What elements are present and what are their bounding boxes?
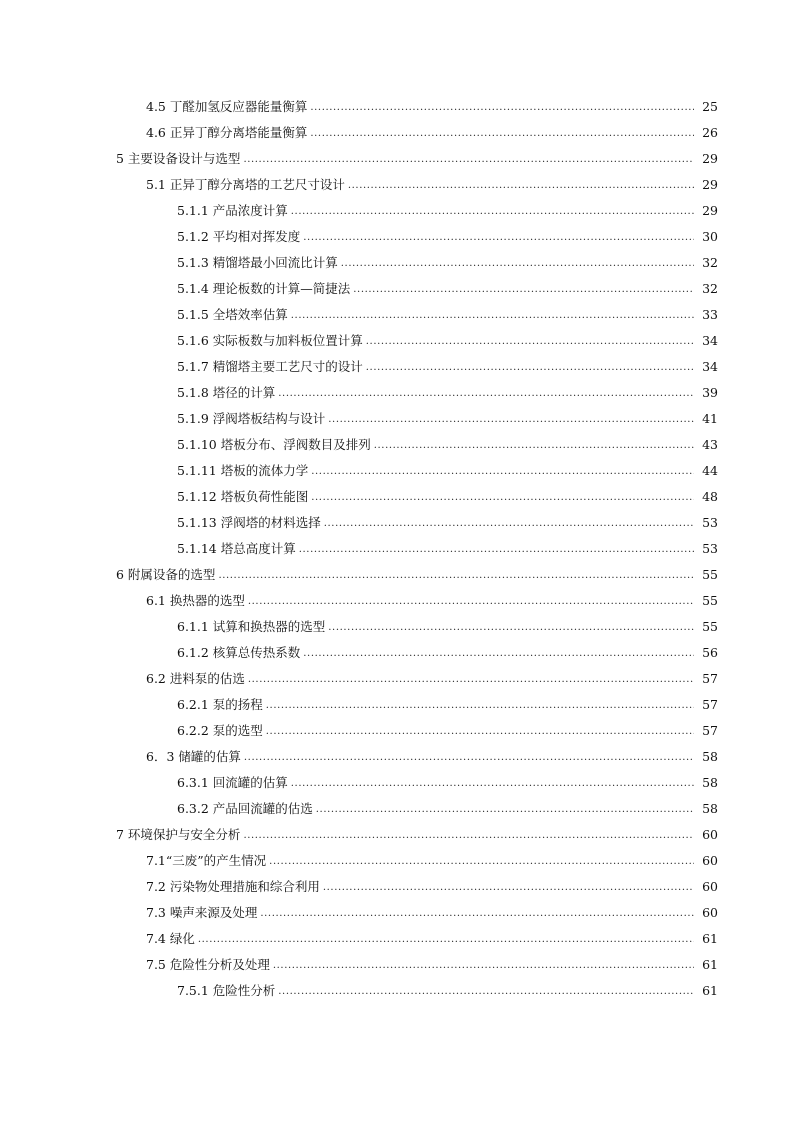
toc-dot-leader	[260, 901, 694, 927]
toc-entry-page-number: 57	[702, 697, 718, 712]
toc-entry-page-number: 55	[702, 593, 718, 608]
toc-entry-page-number: 32	[702, 255, 718, 270]
toc-entry-title: 6.1 换热器的选型	[146, 593, 245, 608]
toc-entry-page-number: 61	[702, 931, 718, 946]
toc-entry-title: 6.3.2 产品回流罐的估选	[177, 801, 313, 816]
toc-entry[interactable]	[0, 666, 793, 692]
toc-dot-leader	[218, 563, 694, 589]
toc-entry[interactable]	[0, 718, 793, 744]
toc-entry[interactable]	[0, 744, 793, 770]
toc-entry-title: 6.1.2 核算总传热系数	[177, 645, 301, 660]
toc-entry-title: 5.1 正异丁醇分离塔的工艺尺寸设计	[146, 177, 345, 192]
toc-entry-title: 5.1.1 产品浓度计算	[177, 203, 288, 218]
toc-entry[interactable]	[0, 432, 793, 458]
toc-entry-page-number: 60	[702, 827, 718, 842]
toc-entry-title: 5.1.13 浮阀塔的材料选择	[177, 515, 321, 530]
toc-entry-page-number: 29	[702, 151, 718, 166]
toc-entry-page-number: 29	[702, 177, 718, 192]
toc-entry-page-number: 58	[702, 749, 718, 764]
toc-entry-title: 7 环境保护与安全分析	[116, 827, 241, 842]
toc-dot-leader	[324, 511, 694, 537]
toc-entry-page-number: 57	[702, 723, 718, 738]
toc-entry[interactable]	[0, 536, 793, 562]
toc-dot-leader	[291, 771, 694, 797]
toc-dot-leader	[291, 199, 694, 225]
toc-entry-page-number: 34	[702, 333, 718, 348]
toc-dot-leader	[266, 693, 694, 719]
toc-entry-title: 5.1.9 浮阀塔板结构与设计	[177, 411, 326, 426]
toc-entry[interactable]	[0, 276, 793, 302]
toc-entry[interactable]	[0, 146, 793, 172]
toc-entry[interactable]	[0, 978, 793, 1004]
toc-entry[interactable]	[0, 614, 793, 640]
toc-dot-leader	[374, 433, 694, 459]
toc-dot-leader	[244, 745, 694, 771]
toc-entry-title: 7.3 噪声来源及处理	[146, 905, 258, 920]
toc-entry-page-number: 58	[702, 775, 718, 790]
toc-entry[interactable]	[0, 120, 793, 146]
toc-entry[interactable]	[0, 822, 793, 848]
toc-entry-page-number: 58	[702, 801, 718, 816]
toc-entry-title: 5.1.10 塔板分布、浮阀数目及排列	[177, 437, 371, 452]
toc-entry-title: 6.2 进料泵的估选	[146, 671, 245, 686]
toc-entry-page-number: 56	[702, 645, 718, 660]
toc-dot-leader	[278, 381, 694, 407]
toc-entry-title: 6.2.2 泵的选型	[177, 723, 263, 738]
toc-dot-leader	[353, 277, 694, 303]
toc-dot-leader	[311, 485, 694, 511]
toc-dot-leader	[266, 719, 694, 745]
toc-entry[interactable]	[0, 354, 793, 380]
toc-dot-leader	[299, 537, 694, 563]
toc-entry-page-number: 60	[702, 853, 718, 868]
toc-entry-page-number: 25	[702, 99, 718, 114]
toc-dot-leader	[341, 251, 694, 277]
toc-entry-title: 7.5.1 危险性分析	[177, 983, 276, 998]
toc-entry-page-number: 30	[702, 229, 718, 244]
toc-entry-title: 5.1.7 精馏塔主要工艺尺寸的设计	[177, 359, 363, 374]
toc-entry[interactable]	[0, 900, 793, 926]
toc-entry-title: 5 主要设备设计与选型	[116, 151, 241, 166]
toc-dot-leader	[248, 667, 694, 693]
toc-entry[interactable]	[0, 848, 793, 874]
toc-entry-title: 5.1.2 平均相对挥发度	[177, 229, 301, 244]
toc-dot-leader	[328, 615, 694, 641]
toc-entry-title: 5.1.5 全塔效率估算	[177, 307, 288, 322]
toc-dot-leader	[243, 823, 694, 849]
toc-entry-title: 5.1.6 实际板数与加料板位置计算	[177, 333, 363, 348]
toc-dot-leader	[291, 303, 694, 329]
toc-entry-title: 6 附属设备的选型	[116, 567, 216, 582]
toc-entry-page-number: 39	[702, 385, 718, 400]
toc-dot-leader	[366, 329, 694, 355]
toc-dot-leader	[248, 589, 694, 615]
toc-dot-leader	[273, 953, 694, 979]
toc-entry[interactable]	[0, 588, 793, 614]
toc-dot-leader	[310, 95, 694, 121]
toc-dot-leader	[316, 797, 694, 823]
toc-entry-page-number: 43	[702, 437, 718, 452]
toc-entry-title: 4.5 丁醛加氢反应器能量衡算	[146, 99, 308, 114]
toc-entry-title: 7.5 危险性分析及处理	[146, 957, 270, 972]
toc-entry[interactable]	[0, 94, 793, 120]
toc-entry-page-number: 33	[702, 307, 718, 322]
toc-entry-page-number: 60	[702, 905, 718, 920]
toc-dot-leader	[303, 641, 694, 667]
toc-entry[interactable]	[0, 510, 793, 536]
toc-entry[interactable]	[0, 640, 793, 666]
toc-entry-page-number: 55	[702, 567, 718, 582]
toc-entry-page-number: 61	[702, 983, 718, 998]
toc-entry-page-number: 34	[702, 359, 718, 374]
toc-entry-title: 6.1.1 试算和换热器的选型	[177, 619, 326, 634]
toc-entry[interactable]	[0, 484, 793, 510]
toc-entry[interactable]	[0, 770, 793, 796]
toc-entry-page-number: 41	[702, 411, 718, 426]
toc-entry[interactable]	[0, 562, 793, 588]
toc-entry-title: 5.1.11 塔板的流体力学	[177, 463, 309, 478]
toc-entry-title: 7.1“三废”的产生情况	[146, 853, 267, 868]
toc-dot-leader	[269, 849, 694, 875]
toc-entry-page-number: 60	[702, 879, 718, 894]
toc-entry-title: 6．3 储罐的估算	[146, 749, 241, 764]
toc-entry-title: 7.4 绿化	[146, 931, 195, 946]
toc-entry[interactable]	[0, 328, 793, 354]
toc-entry[interactable]	[0, 224, 793, 250]
toc-entry[interactable]	[0, 796, 793, 822]
table-of-contents	[0, 94, 793, 1004]
toc-entry-page-number: 32	[702, 281, 718, 296]
toc-entry-title: 5.1.8 塔径的计算	[177, 385, 276, 400]
toc-entry[interactable]	[0, 302, 793, 328]
toc-entry[interactable]	[0, 874, 793, 900]
toc-entry-page-number: 61	[702, 957, 718, 972]
toc-entry[interactable]	[0, 952, 793, 978]
toc-entry-title: 5.1.4 理论板数的计算—简捷法	[177, 281, 351, 296]
toc-entry-title: 5.1.3 精馏塔最小回流比计算	[177, 255, 338, 270]
toc-entry-page-number: 53	[702, 515, 718, 530]
toc-entry-page-number: 55	[702, 619, 718, 634]
toc-dot-leader	[311, 459, 694, 485]
toc-entry-page-number: 26	[702, 125, 718, 140]
toc-dot-leader	[366, 355, 694, 381]
toc-dot-leader	[323, 875, 694, 901]
toc-entry[interactable]	[0, 198, 793, 224]
toc-dot-leader	[198, 927, 694, 953]
toc-entry-page-number: 57	[702, 671, 718, 686]
toc-entry-title: 5.1.12 塔板负荷性能图	[177, 489, 309, 504]
toc-entry[interactable]	[0, 380, 793, 406]
toc-entry-page-number: 29	[702, 203, 718, 218]
toc-dot-leader	[243, 147, 694, 173]
toc-dot-leader	[310, 121, 694, 147]
toc-dot-leader	[348, 173, 694, 199]
toc-dot-leader	[328, 407, 694, 433]
toc-entry[interactable]	[0, 172, 793, 198]
toc-entry-title: 5.1.14 塔总高度计算	[177, 541, 296, 556]
toc-entry-page-number: 48	[702, 489, 718, 504]
toc-entry-page-number: 44	[702, 463, 718, 478]
toc-entry-page-number: 53	[702, 541, 718, 556]
toc-entry[interactable]	[0, 926, 793, 952]
toc-entry[interactable]	[0, 406, 793, 432]
toc-dot-leader	[303, 225, 694, 251]
toc-entry-title: 7.2 污染物处理措施和综合利用	[146, 879, 320, 894]
toc-entry[interactable]	[0, 458, 793, 484]
toc-entry-title: 4.6 正异丁醇分离塔能量衡算	[146, 125, 308, 140]
toc-entry-title: 6.2.1 泵的扬程	[177, 697, 263, 712]
toc-entry[interactable]	[0, 250, 793, 276]
toc-entry-title: 6.3.1 回流罐的估算	[177, 775, 288, 790]
toc-dot-leader	[278, 979, 694, 1005]
toc-entry[interactable]	[0, 692, 793, 718]
